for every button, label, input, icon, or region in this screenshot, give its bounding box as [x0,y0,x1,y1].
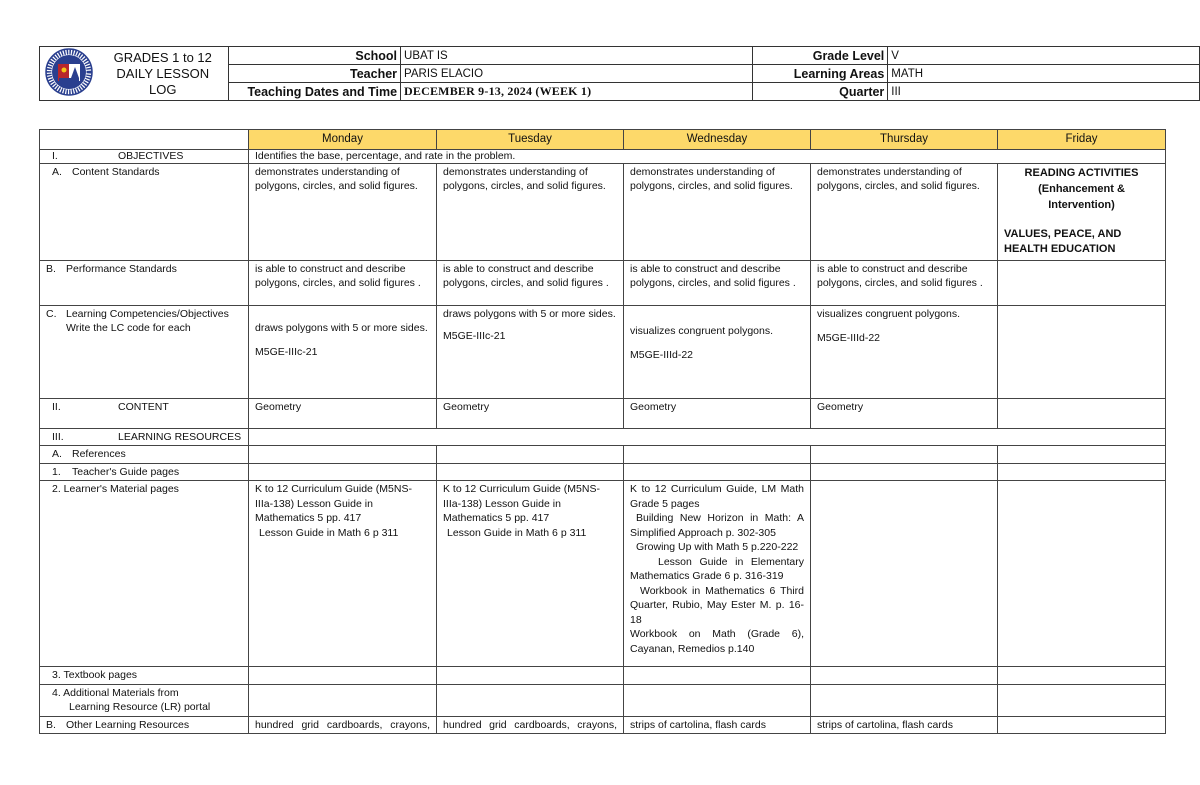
friday-values-education: VALUES, PEACE, AND HEALTH EDUCATION [1004,227,1122,255]
competencies-monday: draws polygons with 5 or more sides. M5GE-IIIc-21 [249,305,437,398]
competencies-tuesday: draws polygons with 5 or more sides. M5GE-IIIc-21 [437,305,624,398]
row-objectives [40,149,1166,163]
content-standards-label: A. Content Standards [40,163,249,260]
learner-material-wednesday: K to 12 Curriculum Guide, LM Math Grade 5 pages Building New Horizon in Math: A Simplified Approach p. 302-305 Growing Up with Math 5 p.220-222 Lesson Guide in Elementary Mathematics Grade 6 p. 316-319 Workbook in Mathematics 6 Third Quarter, Rubio, May Ester M. p. 16-18 Workbook on Math (Grade 6), Cayanan, Remedios p.140 [624,481,811,667]
grade-level-label: Grade Level [752,47,888,65]
content-wednesday: Geometry [624,398,811,428]
learning-area-label: Learning Areas [752,65,888,83]
objectives-value: Identifies the base, percentage, and rate in the problem. [249,149,1166,163]
content-monday: Geometry [249,398,437,428]
header-table [39,46,1200,101]
learner-material-tuesday: K to 12 Curriculum Guide (M5NS-IIIa-138) Lesson Guide in Mathematics 5 pp. 417 Lesson Guide in Math 6 p 311 [437,481,624,667]
row-competencies [40,305,1166,398]
friday-enhancement: (Enhancement & Intervention) [1038,182,1125,211]
day-tuesday: Tuesday [437,130,624,150]
textbook-label: 3. Textbook pages [40,667,249,685]
performance-standards-friday [998,260,1166,305]
learner-material-label: 2. Learner's Material pages [40,481,249,667]
teacher-guide-label: 1. Teacher's Guide pages [40,463,249,481]
learning-area-value: MATH [888,65,1200,83]
other-resources-wednesday: strips of cartolina, flash cards [624,716,811,734]
content-standards-wednesday: demonstrates understanding of polygons, circles, and solid figures. [624,163,811,260]
content-standards-tuesday: demonstrates understanding of polygons, circles, and solid figures. [437,163,624,260]
content-standards-friday [998,163,1166,260]
lc-code-wednesday: M5GE-IIId-22 [630,349,694,361]
school-label: School [228,47,400,65]
learning-resources-label: III. LEARNING RESOURCES [40,428,249,446]
row-textbook [40,667,1166,685]
deped-seal-icon [45,48,93,96]
row-references [40,446,1166,464]
teaching-dates-label: Teaching Dates and Time [228,83,400,101]
content-friday [998,398,1166,428]
learner-material-monday: K to 12 Curriculum Guide (M5NS-IIIa-138) Lesson Guide in Mathematics 5 pp. 417 Lesson Guide in Math 6 p 311 [249,481,437,667]
competencies-wednesday: visualizes congruent polygons. M5GE-IIId-22 [624,305,811,398]
lc-code-tuesday: M5GE-IIIc-21 [443,330,506,342]
school-value: UBAT IS [401,47,753,65]
logo-cell [40,47,98,101]
performance-standards-tuesday: is able to construct and describe polygons, circles, and solid figures . [437,260,624,305]
row-content [40,398,1166,428]
competencies-thursday: visualizes congruent polygons. M5GE-IIId-22 [811,305,998,398]
row-additional-materials [40,684,1166,716]
teaching-dates-value: DECEMBER 9-13, 2024 (WEEK 1) [401,83,753,101]
competencies-friday [998,305,1166,398]
performance-standards-wednesday: is able to construct and describe polygons, circles, and solid figures . [624,260,811,305]
row-learning-resources [40,428,1166,446]
log-title [98,47,228,101]
row-other-resources [40,716,1166,734]
row-teacher-guide [40,463,1166,481]
content-label: II. CONTENT [40,398,249,428]
competencies-label: C. Learning Competencies/Objectives Write the LC code for each [40,305,249,398]
quarter-label: Quarter [752,83,888,101]
content-tuesday: Geometry [437,398,624,428]
lesson-log-grid [39,129,1166,734]
title-line-2: DAILY LESSON LOG [116,65,210,97]
other-resources-thursday: strips of cartolina, flash cards [811,716,998,734]
learner-material-thursday [811,481,998,667]
references-label: A. References [40,446,249,464]
row-learner-material [40,481,1166,667]
content-thursday: Geometry [811,398,998,428]
content-standards-thursday: demonstrates understanding of polygons, circles, and solid figures. [811,163,998,260]
competencies-label-2: Write the LC code for each [66,322,191,334]
title-line-1: GRADES 1 to 12 [113,49,212,65]
grade-level-value: V [888,47,1200,65]
lc-code-monday: M5GE-IIIc-21 [255,346,318,358]
day-thursday: Thursday [811,130,998,150]
corner-cell [40,130,249,150]
teacher-label: Teacher [228,65,400,83]
learning-resources-span [249,428,1166,446]
content-standards-monday: demonstrates understanding of polygons, circles, and solid figures. [249,163,437,260]
additional-materials-label: 4. Additional Materials from Learning Resource (LR) portal [40,684,249,716]
objectives-label: I. OBJECTIVES [40,149,249,163]
day-friday: Friday [998,130,1166,150]
performance-standards-thursday: is able to construct and describe polygons, circles, and solid figures . [811,260,998,305]
row-content-standards [40,163,1166,260]
row-performance-standards [40,260,1166,305]
lc-code-thursday: M5GE-IIId-22 [817,332,881,344]
performance-standards-label: B. Performance Standards [40,260,249,305]
other-resources-label: B. Other Learning Resources [40,716,249,734]
performance-standards-monday: is able to construct and describe polygons, circles, and solid figures . [249,260,437,305]
quarter-value: III [888,83,1200,101]
other-resources-tuesday: hundred grid cardboards, crayons, [437,716,624,734]
other-resources-monday: hundred grid cardboards, crayons, [249,716,437,734]
learner-material-friday [998,481,1166,667]
day-wednesday: Wednesday [624,130,811,150]
day-header-row [40,130,1166,150]
teacher-value: PARIS ELACIO [401,65,753,83]
day-monday: Monday [249,130,437,150]
friday-reading-activities: READING ACTIVITIES [1024,166,1139,179]
